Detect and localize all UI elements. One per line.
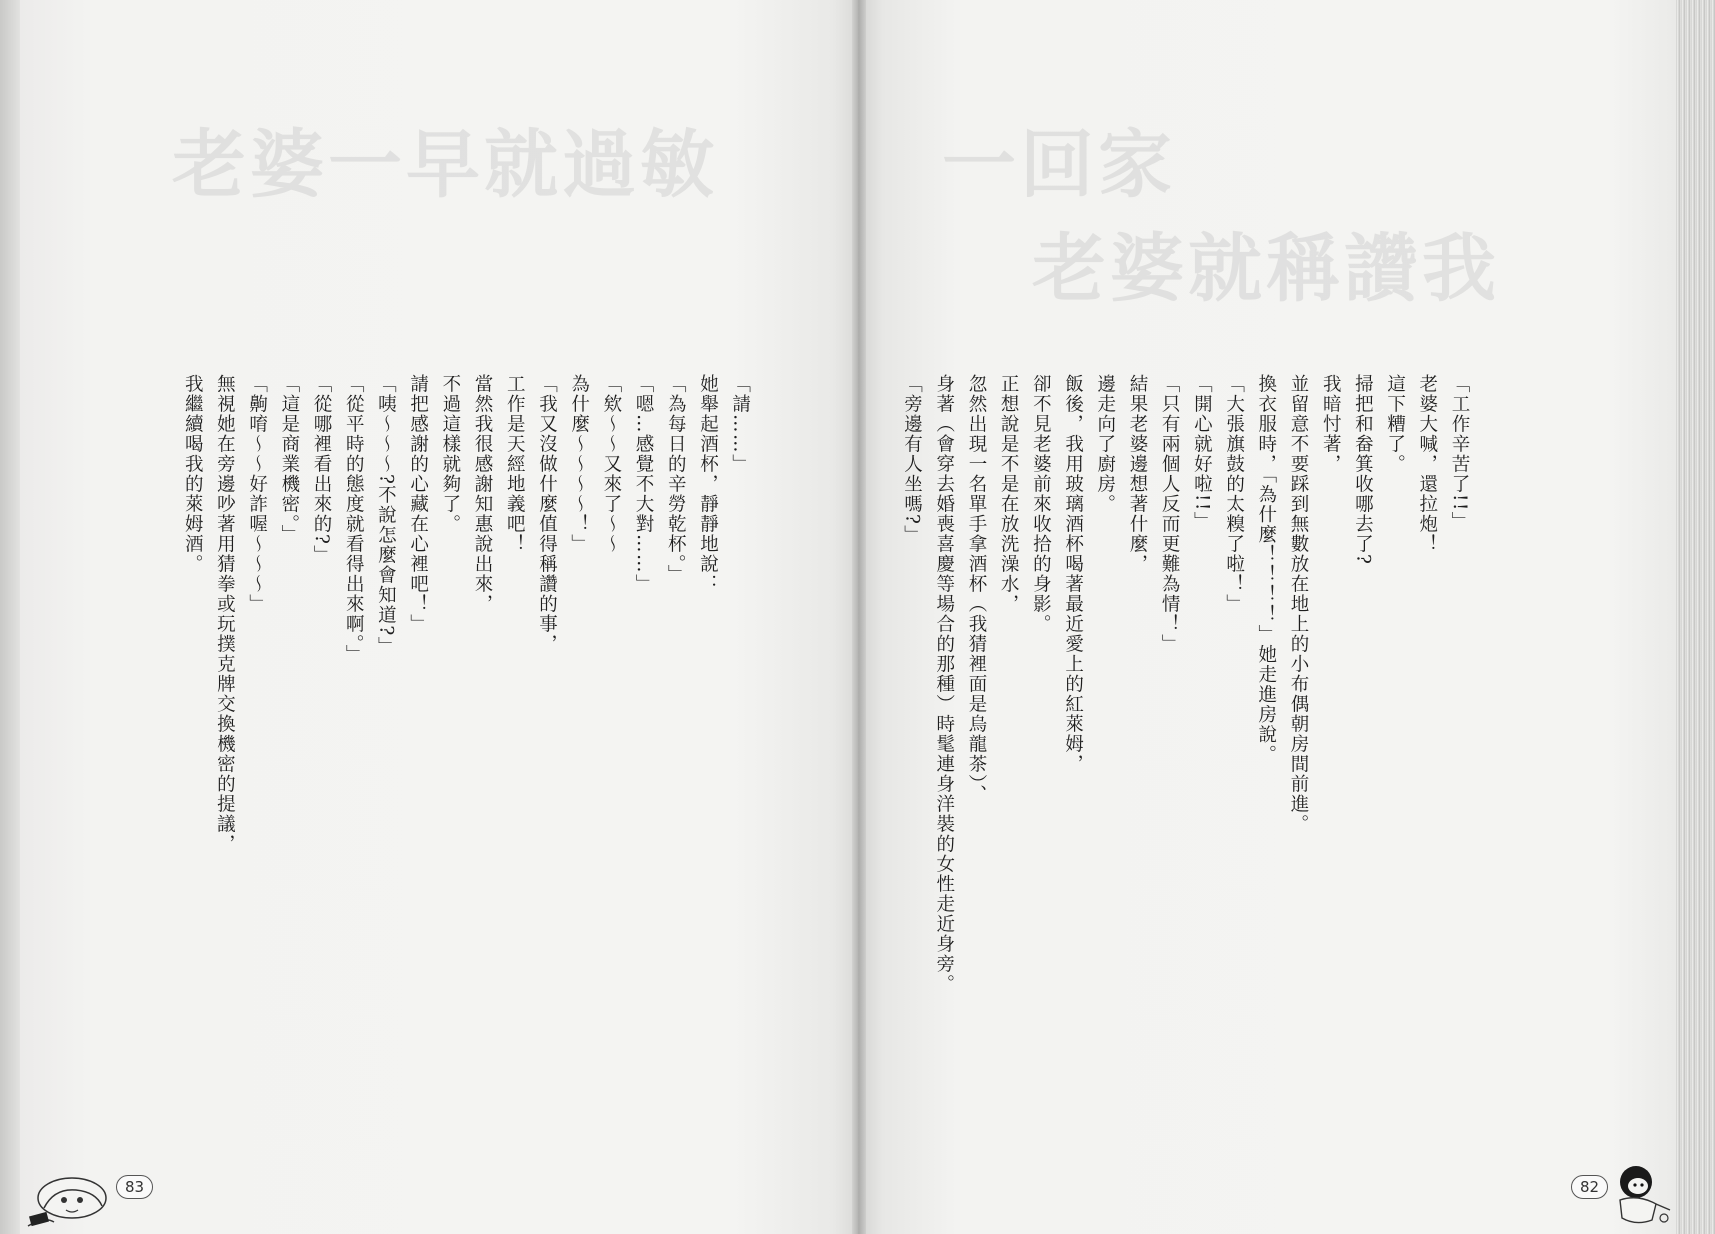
text-line: 「齁唷～～好詐喔～～～」 bbox=[246, 374, 268, 614]
text-line: 「工作辛苦了!!」 bbox=[1449, 374, 1470, 532]
text-line: 並留意不要踩到無數放在地上的小布偶朝房間前進。 bbox=[1287, 374, 1309, 834]
text-line: 「從平時的態度就看得出來啊。」 bbox=[343, 374, 365, 665]
text-line: 「只有兩個人反而更難為情！」 bbox=[1159, 374, 1181, 654]
text-line: 請把感謝的心藏在心裡吧！」 bbox=[407, 374, 429, 634]
right-page-body-text bbox=[895, 374, 1475, 994]
text-line: 結果老婆邊想著什麼， bbox=[1126, 374, 1148, 574]
text-line: 身著（會穿去婚喪喜慶等場合的那種）時髦連身洋裝的女性走近身旁。 bbox=[933, 374, 955, 994]
page-number-left: 83 bbox=[116, 1175, 153, 1199]
text-line: 這下糟了。 bbox=[1384, 374, 1406, 474]
watermark-heading-right-line2: 老婆就稱讚我 bbox=[1032, 226, 1500, 312]
text-line: 我暗忖著， bbox=[1320, 374, 1342, 474]
text-line: 「大張旗鼓的太糗了啦！」 bbox=[1223, 374, 1245, 614]
mascot-illustration-left bbox=[24, 1168, 114, 1230]
text-line: 「開心就好啦!!」 bbox=[1191, 374, 1213, 532]
text-line: 「為每日的辛勞乾杯。」 bbox=[665, 374, 687, 585]
text-line: 不過這樣就夠了。 bbox=[439, 374, 461, 534]
text-line: 飯後，我用玻璃酒杯喝著最近愛上的紅萊姆， bbox=[1062, 374, 1084, 774]
text-line: 「欸～～又來了～～ bbox=[600, 374, 622, 554]
text-line: 她舉起酒杯，靜靜地說： bbox=[697, 374, 719, 594]
text-line: 「我又沒做什麼值得稱讚的事， bbox=[536, 374, 558, 654]
book-gutter bbox=[852, 0, 866, 1234]
text-line: 無視她在旁邊吵著用猜拳或玩撲克牌交換機密的提議， bbox=[214, 374, 236, 854]
text-line: 掃把和畚箕收哪去了? bbox=[1352, 374, 1374, 566]
watermark-heading-left: 老婆一早就過敏 bbox=[172, 122, 718, 208]
text-line: 我繼續喝我的萊姆酒。 bbox=[182, 374, 204, 574]
text-line: 正想說是不是在放洗澡水， bbox=[998, 374, 1020, 614]
text-line: 為什麼～～～～！」 bbox=[568, 374, 590, 554]
text-line: 「旁邊有人坐嗎?」 bbox=[901, 374, 923, 546]
page-stack-edge bbox=[1676, 0, 1715, 1234]
text-line: 忽然出現一名單手拿酒杯（我猜裡面是烏龍茶）、 bbox=[965, 374, 987, 805]
text-line: 邊走向了廚房。 bbox=[1094, 374, 1116, 514]
book-cover-edge bbox=[0, 0, 20, 1234]
text-line: 工作是天經地義吧！ bbox=[504, 374, 526, 554]
text-line: 「這是商業機密。」 bbox=[278, 374, 300, 545]
text-line: 「從哪裡看出來的?」 bbox=[311, 374, 333, 566]
text-line: 「請……」 bbox=[729, 374, 751, 474]
text-line: 換衣服時，「為什麼！！！！」她走進房說。 bbox=[1255, 374, 1277, 765]
page-number-right: 82 bbox=[1571, 1175, 1608, 1199]
text-line: 「嗯…感覺不大對……」 bbox=[633, 374, 655, 594]
text-line: 老婆大喊，還拉炮！ bbox=[1416, 374, 1438, 554]
mascot-illustration-right bbox=[1612, 1160, 1674, 1230]
text-line: 「咦～～～?不說怎麼會知道?」 bbox=[375, 374, 397, 657]
text-line: 當然我很感謝知惠說出來， bbox=[472, 374, 494, 614]
text-line: 卻不見老婆前來收拾的身影。 bbox=[1030, 374, 1052, 634]
watermark-heading-right-line1: 一回家 bbox=[942, 122, 1176, 208]
left-page-body-text bbox=[176, 374, 756, 854]
